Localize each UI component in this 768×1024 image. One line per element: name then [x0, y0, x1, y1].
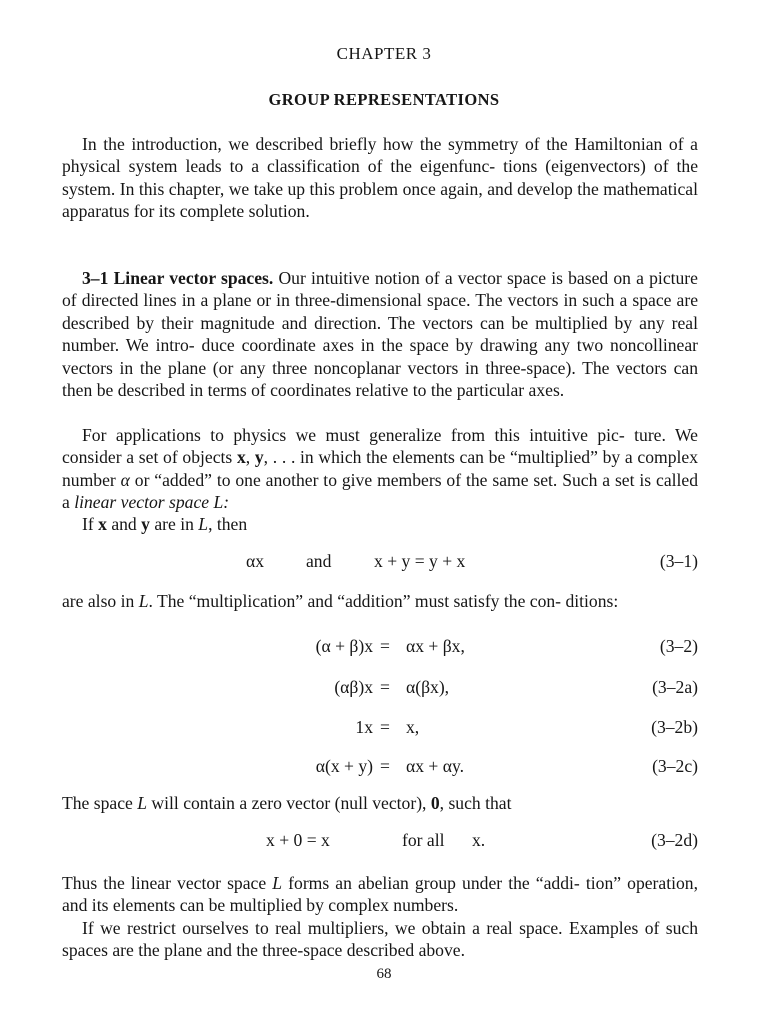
equation-3-2: (α + β)x = αx + βx, (3–2): [315, 636, 698, 656]
equation-3-2a: (αβ)x = α(βx), (3–2a): [334, 677, 698, 697]
section-paragraph-3: If x and y are in L, then: [82, 514, 248, 534]
chapter-label: CHAPTER 3: [336, 44, 432, 63]
equation-3-2c: α(x + y) = αx + αy. (3–2c): [315, 756, 698, 776]
equation-label: (3–2a): [652, 677, 698, 697]
closing-paragraph-2: If we restrict ourselves to real multipliers, we obtain a real space. Examples of such spaces are the plane and the three-space described above.: [62, 918, 698, 961]
equation-label: (3–2d): [651, 830, 698, 850]
closing-paragraph-1: Thus the linear vector space L forms an abelian group under the “addi- tion” operation, and its elements can be multiplied by complex numbers.: [62, 873, 698, 916]
conditions-paragraph: are also in L. The “multiplication” and “addition” must satisfy the con- ditions:: [62, 591, 619, 611]
equation-3-2b: 1x = x, (3–2b): [355, 717, 698, 737]
equation-label: (3–1): [659, 551, 698, 571]
equation-label: (3–2b): [651, 717, 698, 737]
equation-3-2d: x + 0 = x for all x. (3–2d): [266, 830, 698, 850]
intro-paragraph: In the introduction, we described briefly how the symmetry of the Hamiltonian of a physical system leads to a classification of the eigenfunc- tions (eigenvectors) of the system. In this chapter, we take up this problem once again, and develop the mathematical apparatus for its complete solution.: [62, 134, 699, 222]
equation-3-1: αx and x + y = y + x (3–1): [246, 551, 698, 571]
section-paragraph-2: For applications to physics we must generalize from this intuitive pic- ture. We consider a set of objects x, y, . . . in which the elements can be “multiplied” by a complex number α or “added” to one another to give members of the same set. Such a set is called a linear vector space L:: [62, 425, 699, 513]
section-paragraph-1: 3–1 Linear vector spaces. Our intuitive notion of a vector space is based on a picture of directed lines in a plane or in three-dimensional space. The vectors in such a space are described by their magnitude and direction. The vectors can be multiplied by any real number. We intro- duce coordinate axes in the space by drawing any two noncollinear vectors in the plane (or any three noncoplanar vectors in three-space). The vectors can then be described in terms of coordinates relative to the particular axes.: [62, 268, 699, 401]
chapter-title: GROUP REPRESENTATIONS: [268, 90, 500, 109]
zero-vector-paragraph: The space L will contain a zero vector (null vector), 0, such that: [62, 793, 512, 813]
equation-label: (3–2): [659, 636, 698, 656]
section-heading: 3–1 Linear vector spaces.: [82, 268, 274, 288]
equation-label: (3–2c): [652, 756, 698, 776]
page-number: 68: [376, 966, 392, 982]
